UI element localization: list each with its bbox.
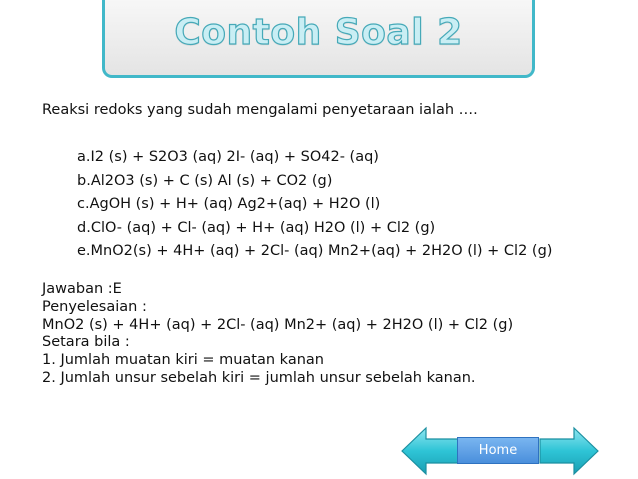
condition-1: 1. Jumlah muatan kiri = muatan kanan [42,352,324,369]
title-banner [102,0,535,78]
option-e: e.MnO2(s) + 4H+ (aq) + 2Cl- (aq) Mn2+(aq) + 2H2O (l) + Cl2 (g) [77,243,553,259]
option-d: d.ClO- (aq) + Cl- (aq) + H+ (aq) H2O (l) + Cl2 (g) [77,219,436,236]
options-list [77,146,552,264]
solution-label: Penyelesaian : [42,298,147,315]
arrow-left-icon[interactable] [402,428,460,474]
condition-2: 2. Jumlah unsur sebelah kiri = jumlah unsur sebelah kanan. [42,369,476,386]
option-b: b.Al2O3 (s) + C (s) Al (s) + CO2 (g) [77,172,333,189]
condition-label: Setara bila : [42,334,130,351]
solution-equation: MnO2 (s) + 4H+ (aq) + 2Cl- (aq) Mn2+ (aq) + 2H2O (l) + Cl2 (g) [42,316,514,333]
answer-block [42,281,513,388]
navigation-bar [400,425,600,477]
question-text: Reaksi redoks yang sudah mengalami penyetaraan ialah …. [42,102,478,118]
arrow-right-icon[interactable] [540,428,598,474]
option-a: a.I2 (s) + S2O3 (aq) 2I- (aq) + SO42- (aq) [77,149,379,165]
answer-label: Jawaban :E [42,281,122,297]
option-c: c.AgOH (s) + H+ (aq) Ag2+(aq) + H2O (l) [77,196,381,212]
home-button[interactable]: Home [457,437,539,464]
slide-title: Contoh Soal 2 [174,12,463,53]
